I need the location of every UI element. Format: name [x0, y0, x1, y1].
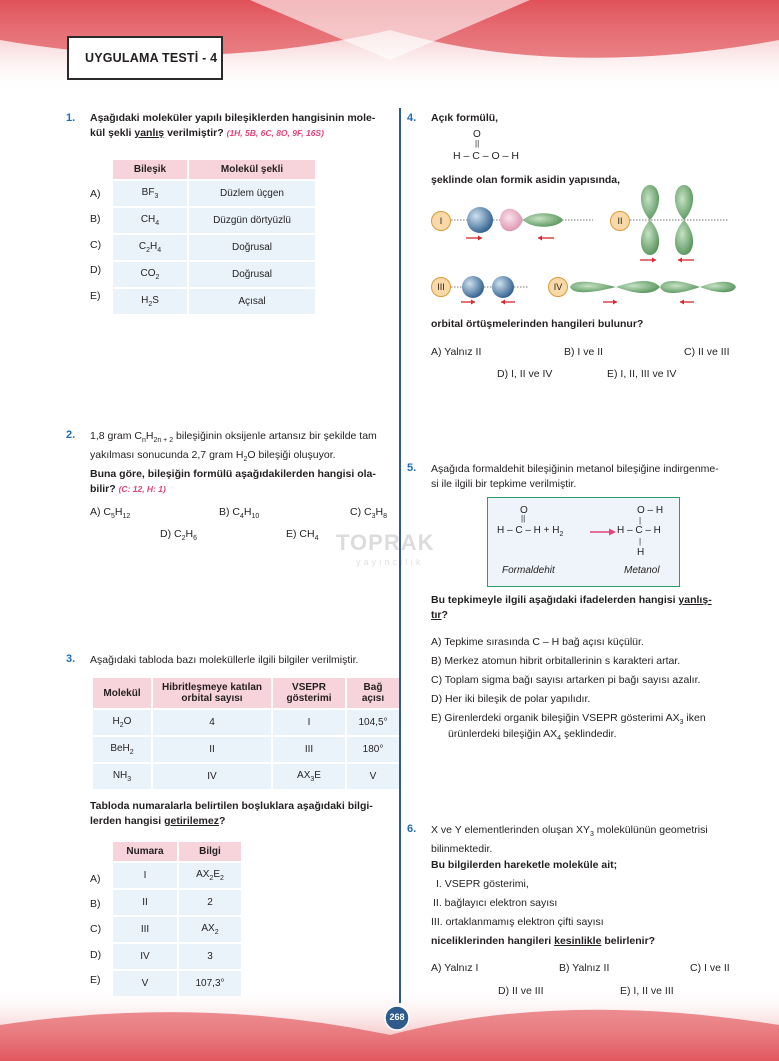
q4-option-a[interactable]: A) Yalnız II: [431, 346, 482, 358]
q3-info: 2: [179, 890, 241, 915]
q6-question-a: niceliklerinden hangileri: [431, 935, 552, 947]
q2-line2: yakılması sonucunda 2,7 gram $H_2O$ bileşiği oluşuyor.: [90, 449, 336, 464]
q4-label-i: I: [431, 211, 451, 231]
q3-intro: Aşağıdaki tabloda bazı moleküllerle ilgili bilgiler verilmiştir.: [90, 654, 359, 666]
formaldehit-label: Formaldehit: [502, 565, 555, 576]
q3-label-b[interactable]: B): [90, 898, 101, 910]
q1-shape: Düzgün dörtyüzlü: [189, 208, 315, 233]
orbital-p-pink: [500, 209, 523, 232]
q1-label-a[interactable]: A): [90, 188, 101, 200]
q3-molecule: $H_2O$: [93, 710, 151, 735]
q1-label-c[interactable]: C): [90, 239, 102, 251]
q3-orbital: II: [153, 737, 271, 762]
q6-question-u: kesinlikle: [554, 935, 602, 947]
q3-label-a[interactable]: A): [90, 873, 101, 885]
q1-table: [111, 158, 317, 316]
q3-info: $AX_2E_2$: [179, 863, 241, 888]
q6-item-1: I. VSEPR gösterimi,: [436, 878, 529, 890]
q1-text-a: Aşağıdaki moleküler yapılı bileşiklerden hangisinin mole-: [90, 112, 376, 124]
q2-option-e[interactable]: E) $CH_4$: [286, 528, 319, 543]
q6-option-b[interactable]: B) Yalnız II: [559, 962, 610, 974]
q2-option-c[interactable]: C) $C_3H_8$: [350, 506, 387, 521]
q4-option-e[interactable]: E) I, II, III ve IV: [607, 368, 677, 380]
q3-header-angle: Bağ açısı: [347, 678, 399, 708]
q5-question-u1: yanlış-: [678, 594, 712, 606]
q5-question-a: Bu tepkimeyle ilgili aşağıdaki ifadelerden hangisi: [431, 594, 676, 606]
q5-option-e[interactable]: E) Girenlerdeki organik bileşiğin VSEPR gösterimi $AX_3$ iken: [431, 712, 706, 727]
q4-option-b[interactable]: B) I ve II: [564, 346, 604, 358]
q1-label-e[interactable]: E): [90, 290, 101, 302]
q2-question-b: bilir?: [90, 483, 116, 496]
q2-line1: 1,8 gram $C_nH_{2n + 2}$ bileşiğinin oksijenle artansız bir şekilde tam: [90, 430, 377, 445]
q2-question-a: Buna göre, bileşiğin formülü aşağıdakilerden hangisi ola-: [90, 468, 376, 481]
q1-compound: $C_2H_4$: [113, 235, 187, 260]
q3-header-molecule: Molekül: [93, 678, 151, 708]
q2-option-a[interactable]: A) $C_5H_{12}$: [90, 506, 131, 521]
q4-label-iii: III: [431, 277, 451, 297]
q5-line2: si ile ilgili bir tepkime verilmiştir.: [431, 478, 577, 490]
q5-option-d[interactable]: D) Her iki bileşik de polar yapılıdır.: [431, 693, 591, 705]
q4-option-d[interactable]: D) I, II ve IV: [497, 368, 553, 380]
q3-number-cell: III: [113, 917, 177, 942]
q6-option-c[interactable]: C) I ve II: [690, 962, 730, 974]
q5-question: [431, 593, 743, 623]
q6-lead: Bu bilgilerden hareketle moleküle ait;: [431, 859, 618, 871]
q3-header-number: Numara: [113, 842, 177, 861]
q5-number: 5.: [407, 462, 417, 474]
q3-question-b: lerden hangisi: [90, 815, 162, 827]
q4-question: orbital örtüşmelerinden hangileri bulunur?: [431, 318, 644, 330]
page-number: 268: [389, 1012, 405, 1022]
q3-molecule: $NH_3$: [93, 764, 151, 789]
reaction-o: O: [520, 505, 528, 516]
q5-option-a[interactable]: A) Tepkime sırasında C – H bağ açısı küçülür.: [431, 636, 644, 648]
q4-label-iv: IV: [548, 277, 568, 297]
q1-text-c: verilmiştir?: [167, 127, 224, 139]
page-title: UYGULAMA TESTİ - 4: [85, 51, 218, 65]
q3-info: 3: [179, 944, 241, 969]
q1-text-u: yanlış: [134, 127, 165, 139]
q3-table: [91, 676, 401, 791]
q3-angle: 104,5°: [347, 710, 399, 735]
q3-label-e[interactable]: E): [90, 974, 101, 986]
q1-shape: Doğrusal: [189, 235, 315, 260]
q2-text: [90, 429, 395, 497]
q6-option-d[interactable]: D) II ve III: [498, 985, 544, 997]
q5-option-c[interactable]: C) Toplam sigma bağı sayısı artarken pi bağı sayısı azalır.: [431, 674, 701, 686]
q2-hint: (C: 12, H: 1): [118, 484, 166, 495]
q5-question-u2: tır: [431, 609, 442, 621]
q1-compound: $CH_4$: [113, 208, 187, 233]
q6-question-c: belirlenir?: [604, 935, 656, 947]
q5-text: [431, 462, 743, 492]
q3-vsepr: III: [273, 737, 345, 762]
q6-option-a[interactable]: A) Yalnız I: [431, 962, 479, 974]
q1-shape: Düzlem üçgen: [189, 181, 315, 206]
orbital-s: [467, 207, 493, 233]
watermark-logo: [336, 530, 435, 568]
product-h: H: [637, 547, 645, 558]
q5-question-end: ?: [441, 609, 448, 621]
metanol-label: Metanol: [624, 565, 660, 576]
q1-shape: Doğrusal: [189, 262, 315, 287]
q5-option-e-cont: ürünlerdeki bileşiğin $AX_4$ şeklindedir.: [448, 728, 617, 743]
reactant-formula: $H - C - H + H_2$: [497, 525, 564, 538]
q4-orbital-diagrams: [428, 180, 748, 305]
product-formula: H – C – H: [617, 525, 661, 536]
q5-line1: Aşağıda formaldehit bileşiğinin metanol bileşiğine indirgenme-: [431, 463, 719, 475]
q3-header-orbital: Hibritleşmeye katılan orbital sayısı: [153, 678, 271, 708]
q6-text: [431, 823, 743, 857]
q6-number: 6.: [407, 823, 417, 835]
q6-line2: bilinmektedir.: [431, 843, 493, 856]
q3-label-d[interactable]: D): [90, 949, 102, 961]
q1-header-shape: Molekül şekli: [189, 160, 315, 179]
q1-compound: $H_2S$: [113, 289, 187, 314]
q3-vsepr: I: [273, 710, 345, 735]
q3-molecule: BeH$_2$: [93, 737, 151, 762]
q5-option-b[interactable]: B) Merkez atomun hibrit orbitallerinin s karakteri artar.: [431, 655, 681, 667]
q6-line1: X ve Y elementlerinden oluşan $XY_3$ molekülünün geometrisi: [431, 824, 708, 839]
q3-number-cell: V: [113, 971, 177, 996]
q2-number: 2.: [66, 429, 76, 441]
q3-info: 107,3°: [179, 971, 241, 996]
q1-compound: $CO_2$: [113, 262, 187, 287]
q4-formula-o: O: [473, 129, 481, 140]
product-oh: O – H: [637, 505, 664, 516]
q3-label-c[interactable]: C): [90, 923, 102, 935]
reaction-arrow-icon: [590, 528, 616, 536]
q6-item-2: II. bağlayıcı elektron sayısı: [433, 897, 558, 909]
watermark-brand: TOPRAK: [336, 530, 435, 555]
q1-hint: (1H, 5B, 6C, 8O, 9F, 16S): [226, 128, 324, 138]
orbital-p-green: [523, 213, 563, 227]
watermark-sub: yayıncılık: [356, 557, 424, 567]
q3-orbital: IV: [153, 764, 271, 789]
q4-label-ii: II: [610, 211, 630, 231]
q3-number-cell: I: [113, 863, 177, 888]
q1-header-compound: Bileşik: [113, 160, 187, 179]
q3-question-c: ?: [218, 815, 226, 827]
q4-intro: Açık formülü,: [431, 112, 499, 124]
q1-label-b[interactable]: B): [90, 213, 101, 225]
q2-option-d[interactable]: D) $C_2H_6$: [160, 528, 197, 543]
q4-text: şeklinde olan formik asidin yapısında,: [431, 174, 621, 186]
q1-number: 1.: [66, 112, 76, 124]
q1-text-b: kül şekli: [90, 127, 132, 139]
reaction-double-bond: ||: [521, 514, 526, 523]
q3-number-cell: IV: [113, 944, 177, 969]
q3-header-vsepr: VSEPR gösterimi: [273, 678, 345, 708]
q4-number: 4.: [407, 112, 417, 124]
q3-question-a: Tabloda numaralarla belirtilen boşluklara aşağıdaki bilgi-: [90, 800, 373, 812]
q2-option-b[interactable]: B) $C_4H_{10}$: [219, 506, 260, 521]
q4-formula-line: H – C – O – H: [453, 150, 519, 162]
q1-compound: $BF_3$: [113, 181, 187, 206]
q6-question: [431, 935, 655, 947]
q1-label-d[interactable]: D): [90, 264, 102, 276]
q3-answer-table: [111, 840, 243, 998]
q3-number: 3.: [66, 653, 76, 665]
q3-info: $AX_2$: [179, 917, 241, 942]
q4-option-c[interactable]: C) II ve III: [684, 346, 730, 358]
q3-orbital: 4: [153, 710, 271, 735]
q3-number-cell: II: [113, 890, 177, 915]
q3-header-info: Bilgi: [179, 842, 241, 861]
q4-double-bond: ||: [475, 139, 480, 148]
q1-text: [90, 111, 390, 141]
q1-shape: Açısal: [189, 289, 315, 314]
q3-angle: V: [347, 764, 399, 789]
q3-question: [90, 799, 395, 829]
q3-question-u: getirilemez: [164, 815, 219, 827]
q6-item-3: III. ortaklanmamış elektron çifti sayısı: [431, 916, 604, 928]
q5-reaction: O || $H - C - H + H_2$ O – H | H – C – H | H Formaldehit Metanol: [497, 505, 664, 576]
q6-option-e[interactable]: E) I, II ve III: [620, 985, 674, 997]
q3-vsepr: $AX_3E$: [273, 764, 345, 789]
q3-angle: 180°: [347, 737, 399, 762]
